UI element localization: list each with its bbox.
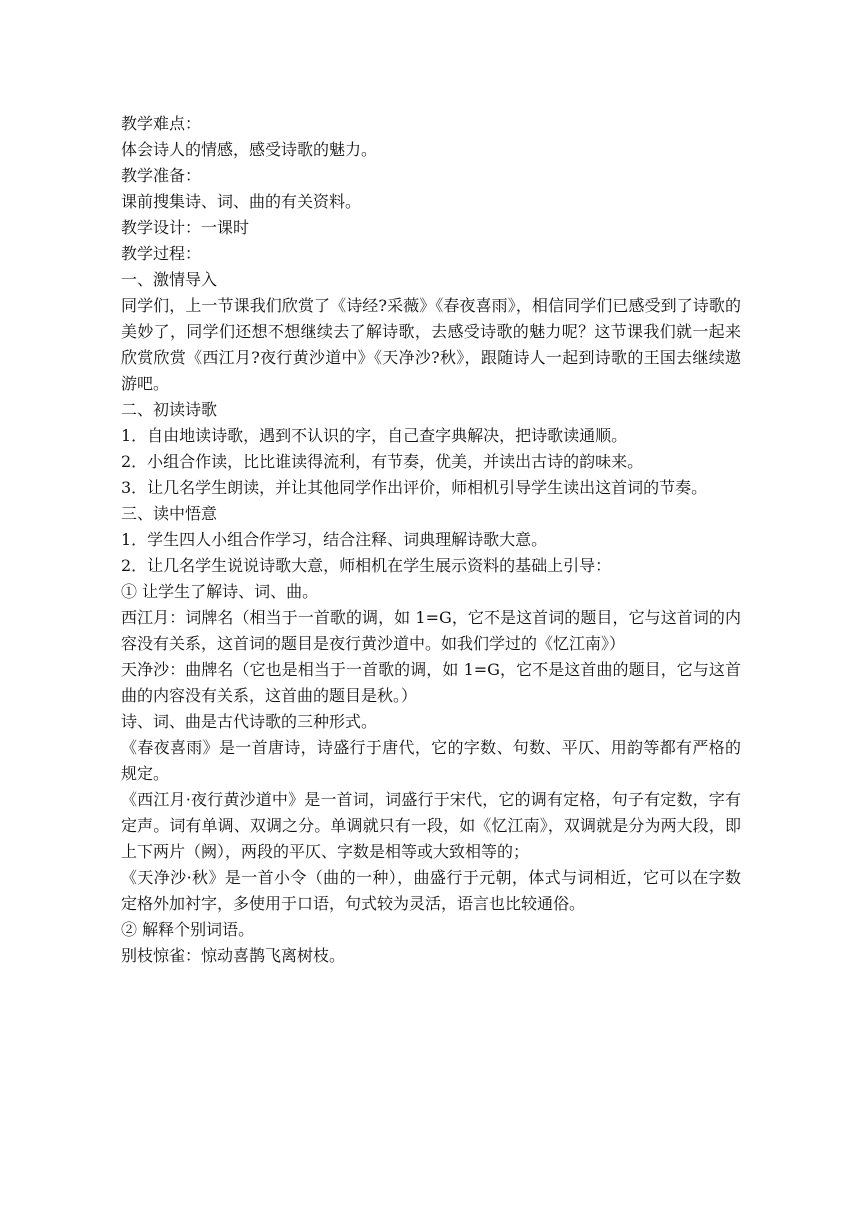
paragraph: 同学们，上一节课我们欣赏了《诗经?采薇》《春夜喜雨》，相信同学们已感受到了诗歌的美妙了，同学们还想不想继续去了解诗歌，去感受诗歌的魅力呢？这节课我们就一起来欣赏欣赏《西江月?夜行黄沙道中》《天净沙?秋》，跟随诗人一起到诗歌的王国去继续遨游吧。 bbox=[121, 296, 741, 393]
list-item: 2．小组合作读，比比谁读得流利，有节奏，优美，并读出古诗的韵味来。 bbox=[121, 452, 644, 471]
paragraph: 天净沙：曲牌名（它也是相当于一首歌的调，如 1=G，它不是这首曲的题目，它与这首曲的内容没有关系，这首曲的题目是秋。） bbox=[121, 660, 741, 705]
paragraph: 西江月：词牌名（相当于一首歌的调，如 1=G，它不是这首词的题目，它与这首词的内容没有关系，这首词的题目是夜行黄沙道中。如我们学过的《忆江南》） bbox=[121, 608, 741, 653]
heading-teaching-design: 教学设计：一课时 bbox=[121, 218, 250, 237]
list-item: 2．让几名学生说说诗歌大意，师相机在学生展示资料的基础上引导： bbox=[121, 556, 612, 575]
section-heading: 一、激情导入 bbox=[121, 270, 218, 289]
paragraph: 《西江月·夜行黄沙道中》是一首词，词盛行于宋代，它的调有定格，句子有定数，字有定声。词有单调、双调之分。单调就只有一段，如《忆江南》，双调就是分为两大段，即上下两片（阙），两段的平仄、字数是相等或大致相等的； bbox=[121, 790, 741, 861]
list-item: 3．让几名学生朗读，并让其他同学作出评价，师相机引导学生读出这首词的节奏。 bbox=[121, 478, 708, 497]
heading-teaching-difficulty: 教学难点： bbox=[121, 114, 202, 133]
section-heading: 三、读中悟意 bbox=[121, 504, 218, 523]
list-item: 1．学生四人小组合作学习，结合注释、词典理解诗歌大意。 bbox=[121, 530, 548, 549]
heading-teaching-preparation: 教学准备： bbox=[121, 166, 202, 185]
list-item: 1．自由地读诗歌，遇到不认识的字，自己查字典解决，把诗歌读通顺。 bbox=[121, 426, 628, 445]
document-body bbox=[121, 111, 741, 969]
sub-item: ① 让学生了解诗、词、曲。 bbox=[121, 582, 319, 601]
paragraph: 《天净沙·秋》是一首小令（曲的一种），曲盛行于元朝，体式与词相近，它可以在字数定格外加衬字，多使用于口语，句式较为灵活，语言也比较通俗。 bbox=[121, 868, 741, 913]
sub-item: ② 解释个别词语。 bbox=[121, 920, 255, 939]
heading-teaching-process: 教学过程： bbox=[121, 244, 202, 263]
paragraph: 体会诗人的情感，感受诗歌的魅力。 bbox=[121, 140, 378, 159]
paragraph: 别枝惊雀：惊动喜鹊飞离树枝。 bbox=[121, 946, 346, 965]
paragraph: 诗、词、曲是古代诗歌的三种形式。 bbox=[121, 712, 378, 731]
paragraph: 《春夜喜雨》是一首唐诗，诗盛行于唐代，它的字数、句数、平仄、用韵等都有严格的规定。 bbox=[121, 738, 741, 783]
section-heading: 二、初读诗歌 bbox=[121, 400, 218, 419]
paragraph: 课前搜集诗、词、曲的有关资料。 bbox=[121, 192, 362, 211]
